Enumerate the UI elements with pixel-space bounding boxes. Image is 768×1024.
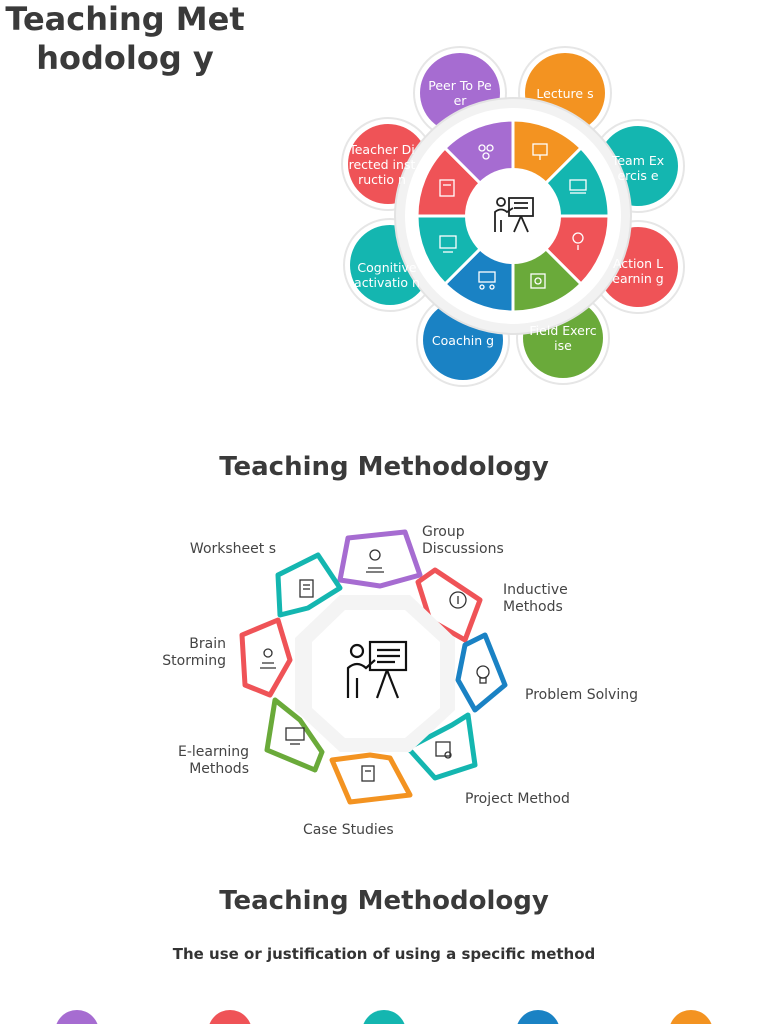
segment-problem-solving (458, 635, 505, 710)
petal-label-lectures: Lecture s (536, 85, 594, 101)
dot-purple (55, 1010, 99, 1024)
caption-worksheets: Worksheet s (189, 541, 276, 557)
caption-brain-storming: Brain Storming (162, 636, 226, 669)
caption-problem-solving: Problem Solving (525, 687, 638, 703)
petal-label-coaching: Coachin g (431, 332, 495, 348)
petal-label-field-exercise: Field Exercise (529, 323, 597, 353)
dot-teal (362, 1010, 406, 1024)
section3-subtitle: The use or justification of using a specific method (172, 945, 596, 963)
petal-label-teacher-directed: Teacher Directed instructio n (348, 141, 416, 187)
color-dots-row (0, 1000, 768, 1024)
section2-title: Teaching Methodology (219, 452, 549, 482)
octagon-diagram (230, 520, 520, 820)
segment-brain-storming (242, 620, 290, 695)
caption-inductive-methods: Inductive Methods (503, 582, 568, 615)
petal-label-action-learning: Action Learnin g (612, 256, 664, 286)
petal-label-team-exercise: Team Exercis e (611, 153, 665, 183)
caption-group-discussions: Group Discussions (422, 524, 504, 557)
section1-title: Teaching Methodolog y (5, 0, 245, 77)
section3-title: Teaching Methodology (219, 886, 549, 916)
dot-red (208, 1010, 252, 1024)
caption-case-studies: Case Studies (303, 822, 394, 838)
segment-case-studies (332, 755, 410, 802)
segment-group-discussions (340, 532, 420, 586)
dot-orange (669, 1010, 713, 1024)
petal-label-cognitive-activation: Cognitive activatio n (354, 260, 420, 290)
dot-blue (516, 1010, 560, 1024)
petal-label-peer-to-peer: Peer To Peer (428, 78, 492, 108)
caption-e-learning-methods: E-learning Methods (177, 744, 249, 777)
caption-project-method: Project Method (465, 791, 570, 807)
flower-diagram (330, 40, 700, 400)
